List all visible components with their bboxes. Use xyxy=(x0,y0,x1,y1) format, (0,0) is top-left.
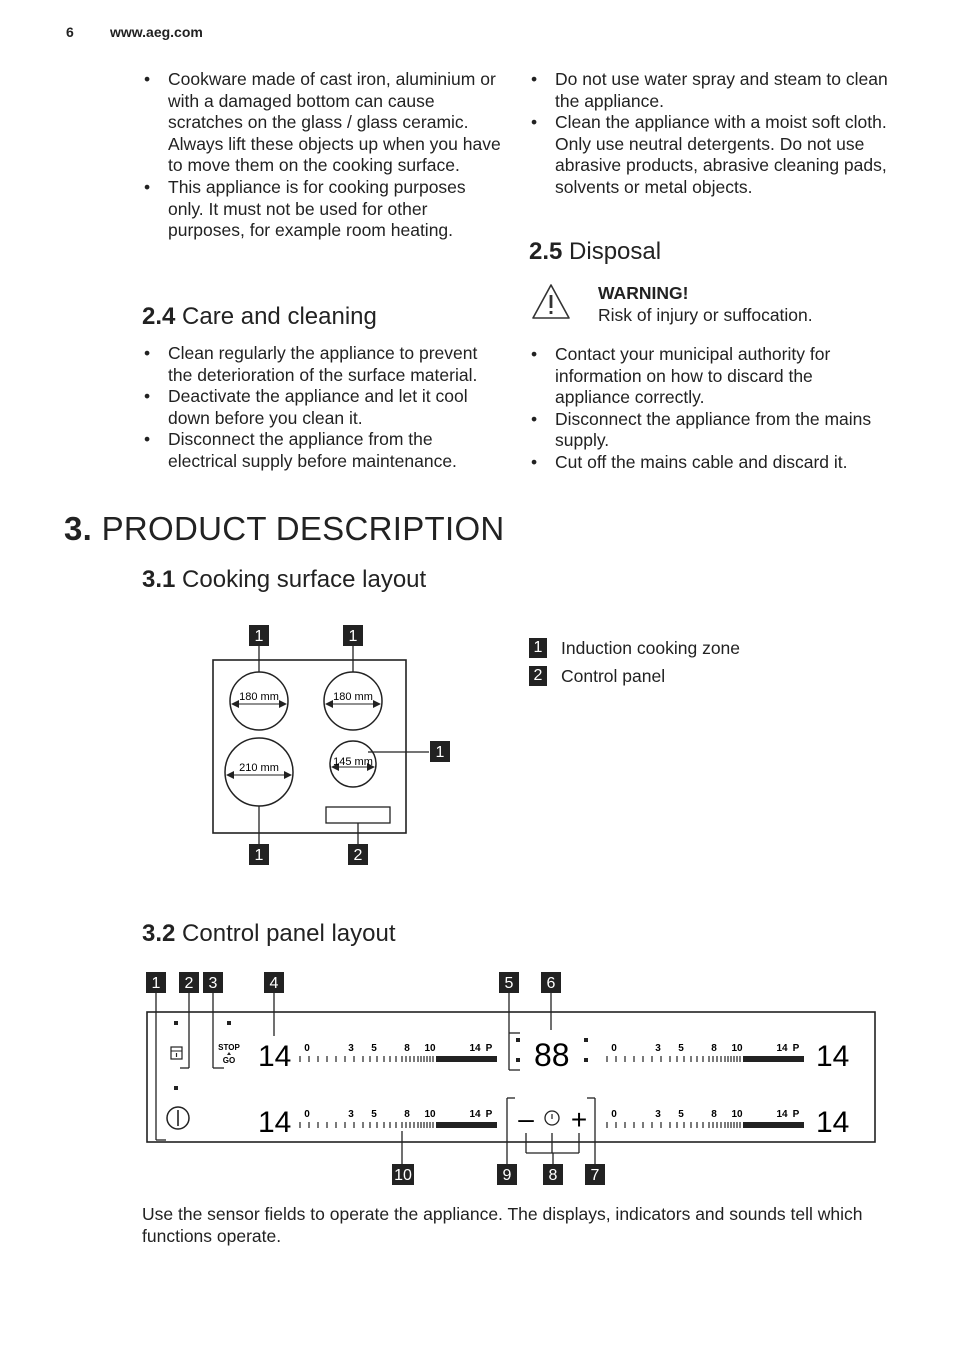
svg-text:7: 7 xyxy=(590,1167,600,1184)
list-item: • Deactivate the appliance and let it cool down before you clean it. xyxy=(142,386,502,429)
callout-badge xyxy=(264,972,284,993)
svg-text:1: 1 xyxy=(348,628,358,645)
list-item: • Cut off the mains cable and discard it. xyxy=(529,452,891,474)
zone-display: 14 xyxy=(258,1040,292,1073)
list-item: • Clean the appliance with a moist soft cloth. Only use neutral detergents. Do not use abrasive products, abrasive cleaning pads, solvents or metal objects. xyxy=(529,112,891,198)
section-heading-2-4: 2.4 Care and cleaning xyxy=(142,303,377,330)
svg-text:2: 2 xyxy=(353,847,363,864)
warning-title: WARNING! xyxy=(598,283,689,303)
plus-icon: + xyxy=(570,1104,588,1135)
scale-label: 5 xyxy=(678,1043,684,1054)
svg-text:2: 2 xyxy=(184,975,194,992)
scale-label: 8 xyxy=(404,1043,410,1054)
svg-text:5: 5 xyxy=(504,975,514,992)
scale-label: 8 xyxy=(404,1109,410,1120)
scale-label: 0 xyxy=(304,1043,310,1054)
indicator-dot xyxy=(174,1021,178,1025)
legend-item: 1 Induction cooking zone xyxy=(529,637,740,659)
page-number: 6 xyxy=(66,24,74,40)
zone-size-label: 145 mm xyxy=(333,756,373,768)
scale-label: 14 xyxy=(776,1043,788,1054)
list-item: • Do not use water spray and steam to clean the appliance. xyxy=(529,69,891,112)
callout-badge xyxy=(585,1164,605,1185)
svg-text:STOP: STOP xyxy=(218,1043,240,1052)
svg-text:GO: GO xyxy=(222,1056,236,1065)
scale-label: 10 xyxy=(731,1109,743,1120)
warning-triangle-icon xyxy=(530,282,572,322)
svg-text:9: 9 xyxy=(502,1167,512,1184)
scale-label: P xyxy=(485,1109,493,1120)
scale-label: P xyxy=(792,1043,800,1054)
scale-label: P xyxy=(485,1043,493,1054)
scale-label: 3 xyxy=(348,1043,354,1054)
scale-label: P xyxy=(792,1109,800,1120)
scale-label: 3 xyxy=(655,1109,661,1120)
right-top-bullets xyxy=(529,69,891,199)
chapter-heading: 3. PRODUCT DESCRIPTION xyxy=(64,510,505,547)
scale-label: 0 xyxy=(611,1109,617,1120)
timer-display: 88 xyxy=(534,1037,570,1073)
list-item: • This appliance is for cooking purposes only. It must not be used for other purposes, for example room heating. xyxy=(142,177,502,242)
scale-label: 5 xyxy=(678,1109,684,1120)
svg-text:3: 3 xyxy=(208,975,218,992)
footer-paragraph: Use the sensor fields to operate the appliance. The displays, indicators and sounds tell which functions operate. xyxy=(142,1204,863,1246)
scale-label: 14 xyxy=(469,1109,481,1120)
list-item: • Disconnect the appliance from the electrical supply before maintenance. xyxy=(142,429,502,472)
svg-text:10: 10 xyxy=(394,1167,412,1184)
scale-label: 8 xyxy=(711,1109,717,1120)
indicator-dot xyxy=(227,1021,231,1025)
scale-label: 0 xyxy=(611,1043,617,1054)
section-heading-3-2: 3.2 Control panel layout xyxy=(142,920,396,947)
disposal-list xyxy=(529,344,891,474)
svg-text:1: 1 xyxy=(254,628,264,645)
section-heading-3-1: 3.1 Cooking surface layout xyxy=(142,566,427,593)
header-url: www.aeg.com xyxy=(110,24,203,40)
callout-badge xyxy=(499,972,519,993)
svg-text:1: 1 xyxy=(151,975,161,992)
care-cleaning-list xyxy=(142,343,502,473)
scale-label: 10 xyxy=(424,1109,436,1120)
scale-label: 8 xyxy=(711,1043,717,1054)
zone-display: 14 xyxy=(816,1040,850,1073)
legend-item: 2 Control panel xyxy=(529,665,665,687)
svg-text:4: 4 xyxy=(269,975,279,992)
scale-label: 14 xyxy=(469,1043,481,1054)
zone-size-label: 210 mm xyxy=(239,762,279,774)
zone-display: 14 xyxy=(258,1106,292,1139)
callout-badge xyxy=(179,972,199,993)
svg-text:6: 6 xyxy=(546,975,556,992)
scale-label: 3 xyxy=(655,1043,661,1054)
svg-text:1: 1 xyxy=(435,744,445,761)
slider-bar xyxy=(436,1122,497,1128)
zone-size-label: 180 mm xyxy=(239,691,279,703)
scale-label: 5 xyxy=(371,1043,377,1054)
scale-label: 10 xyxy=(731,1043,743,1054)
control-panel-diagram xyxy=(140,968,884,1192)
section-heading-2-5: 2.5 Disposal xyxy=(529,238,662,265)
slider-bar xyxy=(436,1056,497,1062)
minus-icon: – xyxy=(518,1103,534,1134)
warning-text: Risk of injury or suffocation. xyxy=(598,305,813,325)
scale-label: 3 xyxy=(348,1109,354,1120)
svg-text:8: 8 xyxy=(548,1167,558,1184)
callout-badge xyxy=(541,972,561,993)
callout-badge xyxy=(543,1164,563,1185)
list-item: • Cookware made of cast iron, aluminium or with a damaged bottom can cause scratches on the glass / glass ceramic. Always lift these objects up when you have to move them on the cooking surface. xyxy=(142,69,502,177)
slider-bar xyxy=(743,1122,804,1128)
callout-badge xyxy=(146,972,166,993)
cooking-surface-diagram xyxy=(200,620,460,875)
list-item: • Disconnect the appliance from the mains supply. xyxy=(529,409,891,452)
scale-label: 5 xyxy=(371,1109,377,1120)
scale-label: 14 xyxy=(776,1109,788,1120)
zone-size-label: 180 mm xyxy=(333,691,373,703)
callout-badge xyxy=(497,1164,517,1185)
list-item: • Contact your municipal authority for information on how to discard the appliance correctly. xyxy=(529,344,891,409)
left-top-bullets xyxy=(142,69,502,242)
list-item: • Clean regularly the appliance to prevent the deterioration of the surface material. xyxy=(142,343,502,386)
indicator-dot xyxy=(174,1086,178,1090)
scale-label: 0 xyxy=(304,1109,310,1120)
slider-bar xyxy=(743,1056,804,1062)
svg-text:1: 1 xyxy=(254,847,264,864)
scale-label: 10 xyxy=(424,1043,436,1054)
callout-badge xyxy=(203,972,223,993)
zone-display: 14 xyxy=(816,1106,850,1139)
callout-badge xyxy=(392,1164,414,1185)
